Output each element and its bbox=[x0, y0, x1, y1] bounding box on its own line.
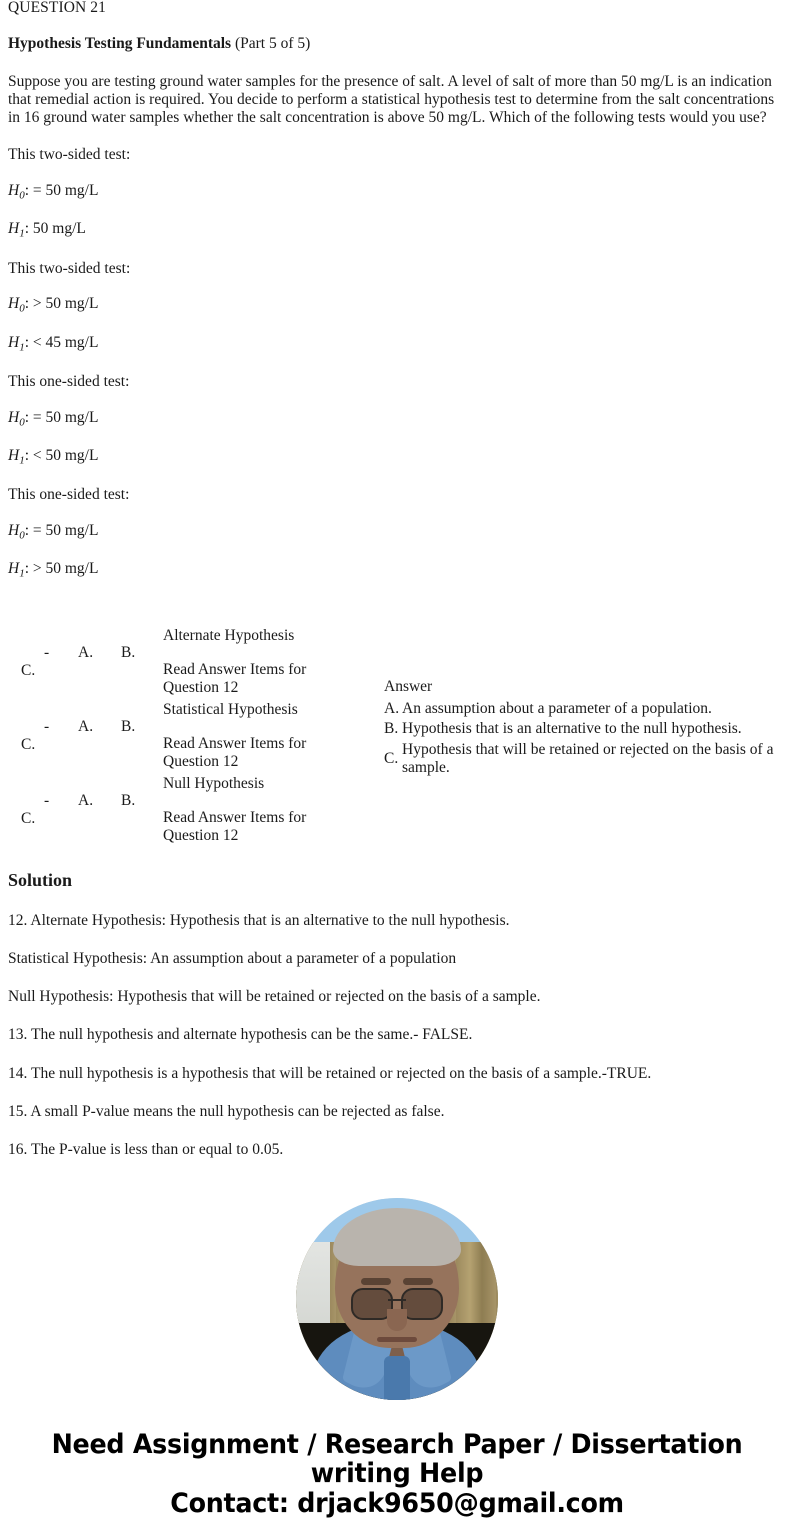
topic-title: Hypothesis Testing Fundamentals bbox=[8, 35, 232, 53]
h-symbol: H bbox=[8, 408, 20, 426]
statement-block bbox=[8, 241, 786, 354]
null-hypothesis-line bbox=[8, 164, 786, 202]
topic-part-indicator: (Part 5 of 5) bbox=[231, 35, 311, 53]
alternate-hypothesis-line bbox=[8, 429, 786, 467]
read-answer-items-link[interactable]: Read Answer Items for Question 12 bbox=[163, 660, 307, 697]
h-subscript: 1 bbox=[19, 454, 25, 467]
label-cell bbox=[163, 768, 378, 845]
photo-nose bbox=[387, 1309, 407, 1331]
solution-line: Null Hypothesis: Hypothesis that will be retained or rejected on the basis of a sample. bbox=[8, 988, 541, 1006]
portrait-container bbox=[8, 1198, 786, 1400]
alternate-hypothesis-line bbox=[8, 202, 786, 240]
avatar bbox=[296, 1198, 498, 1400]
hypothesis-statements bbox=[8, 127, 786, 580]
read-answer-items-link[interactable]: Read Answer Items for Question 12 bbox=[163, 808, 307, 845]
h-symbol: H bbox=[8, 333, 20, 351]
h-subscript: 0 bbox=[19, 529, 25, 542]
choice-option-a[interactable]: A. bbox=[78, 791, 94, 809]
choice-cell bbox=[8, 768, 163, 842]
solution-line: 12. Alternate Hypothesis: Hypothesis that is an alternative to the null hypothesis. bbox=[8, 911, 510, 929]
answer-item-text: An assumption about a parameter of a population. bbox=[402, 699, 712, 717]
choice-cell bbox=[8, 620, 163, 694]
solution-heading: Solution bbox=[8, 869, 73, 890]
choice-group[interactable] bbox=[8, 620, 163, 694]
statement-lead-label: This two-sided test: bbox=[8, 146, 131, 164]
photo-eyeglass-right bbox=[401, 1288, 443, 1320]
choice-group[interactable] bbox=[8, 694, 163, 768]
h-expression: : < 45 mg/L bbox=[24, 333, 99, 351]
choice-dash: - bbox=[44, 643, 50, 661]
h-expression: : > 50 mg/L bbox=[24, 559, 99, 577]
statement-block bbox=[8, 354, 786, 467]
promo-headline: Need Assignment / Research Paper / Dissertation writing Help bbox=[51, 1428, 743, 1490]
choice-option-b[interactable]: B. bbox=[121, 791, 136, 809]
h-symbol: H bbox=[8, 521, 20, 539]
h-expression: : = 50 mg/L bbox=[24, 182, 99, 200]
answer-item-text: Hypothesis that is an alternative to the null hypothesis. bbox=[402, 720, 742, 738]
option-term-label: Null Hypothesis bbox=[163, 774, 265, 792]
matching-options-section bbox=[8, 620, 786, 845]
choice-cell bbox=[8, 694, 163, 768]
photo-placket bbox=[384, 1356, 410, 1400]
h-expression: : 50 mg/L bbox=[24, 220, 86, 238]
solution-line: 14. The null hypothesis is a hypothesis that will be retained or rejected on the basis of a sample.-TRUE. bbox=[8, 1064, 652, 1082]
h-expression: : = 50 mg/L bbox=[24, 408, 99, 426]
choice-dash: - bbox=[44, 717, 50, 735]
choice-dash: - bbox=[44, 791, 50, 809]
option-term-label: Statistical Hypothesis bbox=[163, 700, 298, 718]
null-hypothesis-line bbox=[8, 391, 786, 429]
question-header bbox=[8, 0, 786, 127]
choice-option-c[interactable]: C. bbox=[21, 661, 36, 679]
h-symbol: H bbox=[8, 446, 20, 464]
label-cell bbox=[163, 620, 378, 697]
read-answer-items-link[interactable]: Read Answer Items for Question 12 bbox=[163, 734, 307, 771]
h-expression: : = 50 mg/L bbox=[24, 521, 99, 539]
answer-item[interactable] bbox=[384, 700, 794, 719]
option-term-label: Alternate Hypothesis bbox=[163, 626, 295, 644]
h-subscript: 0 bbox=[19, 189, 25, 202]
h-subscript: 1 bbox=[19, 341, 25, 354]
answer-item[interactable] bbox=[384, 741, 794, 778]
photo-eyeglass-bridge bbox=[388, 1299, 406, 1302]
choice-option-b[interactable]: B. bbox=[121, 643, 136, 661]
solution-line: 13. The null hypothesis and alternate hypothesis can be the same.- FALSE. bbox=[8, 1026, 473, 1044]
answer-item-key: A. bbox=[384, 699, 400, 717]
photo-eyebrow-left bbox=[361, 1278, 391, 1285]
answer-panel-heading: Answer bbox=[384, 677, 433, 695]
answer-item-key: B. bbox=[384, 720, 399, 738]
solution-line: 16. The P-value is less than or equal to 0.05. bbox=[8, 1141, 284, 1159]
topic-heading bbox=[8, 16, 786, 54]
answer-item[interactable] bbox=[384, 720, 794, 739]
answer-items-panel bbox=[384, 678, 794, 780]
answer-item-text: Hypothesis that will be retained or rejected on the basis of a sample. bbox=[402, 740, 774, 777]
choice-group[interactable] bbox=[8, 768, 163, 842]
h-symbol: H bbox=[8, 559, 20, 577]
question-number-label: QUESTION 21 bbox=[8, 0, 106, 16]
solution-line: 15. A small P-value means the null hypothesis can be rejected as false. bbox=[8, 1102, 445, 1120]
choice-option-b[interactable]: B. bbox=[121, 717, 136, 735]
null-hypothesis-line bbox=[8, 504, 786, 542]
promo-contact[interactable]: Contact: drjack9650@gmail.com bbox=[170, 1487, 624, 1519]
h-subscript: 1 bbox=[19, 567, 25, 580]
promo-footer bbox=[8, 1430, 786, 1520]
statement-lead-label: This two-sided test: bbox=[8, 259, 131, 277]
photo-mouth bbox=[377, 1337, 417, 1342]
h-subscript: 1 bbox=[19, 227, 25, 240]
statement-lead-label: This one-sided test: bbox=[8, 485, 130, 503]
answer-item-key: C. bbox=[384, 750, 399, 768]
h-symbol: H bbox=[8, 295, 20, 313]
question-prompt-text: Suppose you are testing ground water samples for the presence of salt. A level of salt of more than 50 mg/L is an indication that remedial action is required. You decide to perform a statistical hypothesis test to determine from the salt concentrations in 16 ground water samples whether the salt concentration is above 50 mg/L. Which of the following tests would you use? bbox=[8, 72, 775, 127]
h-expression: : < 50 mg/L bbox=[24, 446, 99, 464]
choice-option-a[interactable]: A. bbox=[78, 717, 94, 735]
statement-block bbox=[8, 467, 786, 580]
choice-option-c[interactable]: C. bbox=[21, 735, 36, 753]
label-cell bbox=[163, 694, 378, 771]
solution-line: Statistical Hypothesis: An assumption about a parameter of a population bbox=[8, 949, 457, 967]
statement-lead-label: This one-sided test: bbox=[8, 372, 130, 390]
h-subscript: 0 bbox=[19, 302, 25, 315]
statement-block bbox=[8, 127, 786, 240]
null-hypothesis-line bbox=[8, 277, 786, 315]
choice-option-a[interactable]: A. bbox=[78, 643, 94, 661]
choice-option-c[interactable]: C. bbox=[21, 809, 36, 827]
solution-section bbox=[8, 842, 786, 1160]
h-subscript: 0 bbox=[19, 416, 25, 429]
h-symbol: H bbox=[8, 182, 20, 200]
h-symbol: H bbox=[8, 220, 20, 238]
h-expression: : > 50 mg/L bbox=[24, 295, 99, 313]
photo-eyebrow-right bbox=[403, 1278, 433, 1285]
alternate-hypothesis-line bbox=[8, 542, 786, 580]
alternate-hypothesis-line bbox=[8, 316, 786, 354]
